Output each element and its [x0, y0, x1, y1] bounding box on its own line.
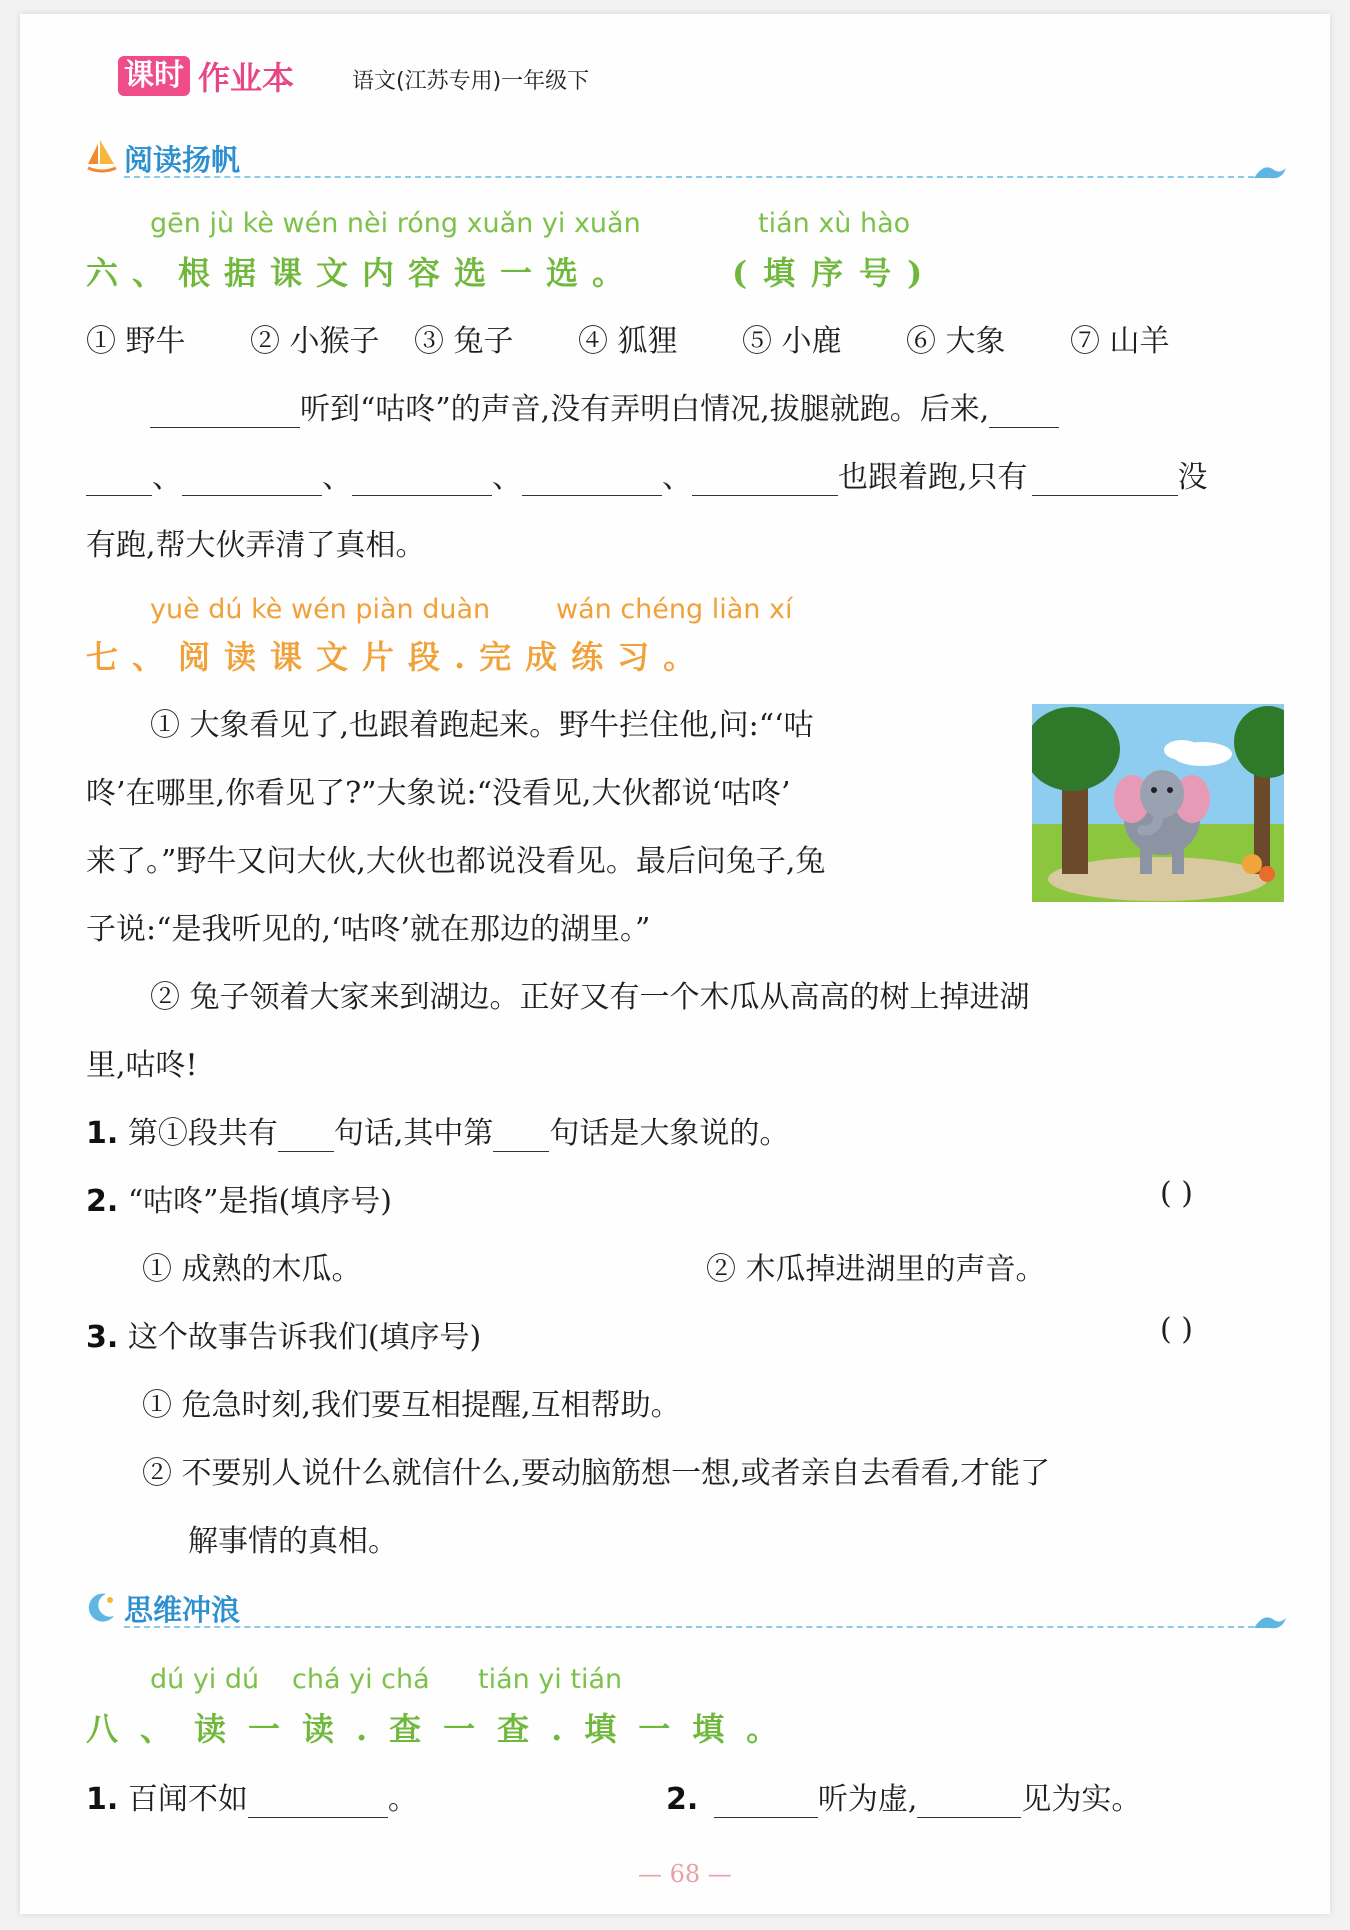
- workbook-page: [20, 14, 1330, 1914]
- passage-para1-line4: 子说:“是我听见的,‘咕咚’就在那边的湖里。”: [86, 912, 651, 947]
- q8-pinyin-b: chá yi chá: [292, 1664, 430, 1695]
- subq3-option1: ① 危急时刻,我们要互相提醒,互相帮助。: [142, 1388, 681, 1423]
- answer-blank[interactable]: [989, 391, 1059, 428]
- answer-blank[interactable]: [278, 1115, 334, 1152]
- passage-para1-line3: 来了。”野牛又问大伙,大伙也都说没看见。最后问兔子,兔: [86, 844, 826, 879]
- section-title-thinking: 思维冲浪: [124, 1593, 241, 1627]
- option-item: ⑦ 山羊: [1070, 324, 1170, 359]
- subq2-option1: ① 成熟的木瓜。: [142, 1252, 362, 1287]
- passage-para1-line2: 咚’在哪里,你看见了?”大象说:“没看见,大伙都说‘咕咚’: [86, 776, 791, 811]
- answer-blank[interactable]: [182, 459, 322, 496]
- section-divider: [124, 176, 1264, 178]
- answer-blank[interactable]: [522, 459, 662, 496]
- book-subtitle: 语文(江苏专用)一年级下: [352, 69, 590, 94]
- passage-para2-line1: ② 兔子领着大家来到湖边。正好又有一个木瓜从高高的树上掉进湖: [150, 980, 1030, 1015]
- moon-icon: [84, 1590, 118, 1624]
- answer-blank[interactable]: [493, 1115, 549, 1152]
- answer-blank[interactable]: [352, 459, 492, 496]
- section-title-reading: 阅读扬帆: [124, 143, 241, 177]
- brand-logo: [118, 54, 294, 98]
- q6-pinyin-hint: tián xù hào: [758, 208, 911, 239]
- answer-blank[interactable]: [1032, 459, 1178, 496]
- passage-para2-line2: 里,咕咚!: [86, 1048, 198, 1083]
- option-item: ③ 兔子: [414, 324, 514, 359]
- passage-para1-line1: ① 大象看见了,也跟着跑起来。野牛拦住他,问:“‘咕: [150, 708, 814, 743]
- q7-title: 七、阅读课文片段.完成练习。: [86, 638, 710, 676]
- subq3: 3. 这个故事告诉我们(填序号): [86, 1320, 482, 1355]
- q8-item1: 1. 百闻不如 。: [86, 1782, 418, 1817]
- logo-text: 作业本: [198, 59, 295, 97]
- q6-line2: 、 、 、 、 也跟着跑,只有 没: [86, 452, 1208, 496]
- wave-icon: [1252, 160, 1288, 182]
- subq2-option2: ② 木瓜掉进湖里的声音。: [706, 1252, 1046, 1287]
- answer-blank[interactable]: [86, 459, 152, 496]
- wave-icon: [1252, 1610, 1288, 1632]
- q6-line3: 有跑,帮大伙弄清了真相。: [86, 528, 426, 563]
- option-item: ① 野牛: [86, 324, 186, 359]
- q6-pinyin: gēn jù kè wén nèi róng xuǎn yi xuǎn: [150, 208, 641, 239]
- q6-title: 六、根据课文内容选一选。: [86, 254, 639, 292]
- subq3-option2-line1: ② 不要别人说什么就信什么,要动脑筋想一想,或者亲自去看看,才能了: [142, 1456, 1051, 1491]
- q6-title-hint: (填序号): [732, 254, 939, 292]
- subq1: 1. 第①段共有 句话,其中第 句话是大象说的。: [86, 1116, 790, 1151]
- option-item: ⑤ 小鹿: [742, 324, 842, 359]
- answer-blank[interactable]: [248, 1781, 388, 1818]
- page-number: — 68 —: [638, 1860, 732, 1888]
- subq3-option2-line2: 解事情的真相。: [188, 1524, 398, 1559]
- q7-pinyin: yuè dú kè wén piàn duàn: [150, 594, 491, 625]
- q6-line1: 听到“咕咚”的声音,没有弄明白情况,拔腿就跑。后来,: [150, 384, 1059, 428]
- answer-blank[interactable]: [917, 1781, 1021, 1818]
- answer-parens[interactable]: ( ): [1160, 1312, 1193, 1347]
- answer-blank[interactable]: [714, 1781, 818, 1818]
- q6-options: [86, 316, 1170, 360]
- elephant-illustration: [1032, 704, 1284, 902]
- option-item: ② 小猴子: [250, 324, 380, 359]
- option-item: ④ 狐狸: [578, 324, 678, 359]
- answer-parens[interactable]: ( ): [1160, 1176, 1193, 1211]
- q8-item2: 2. 听为虚, 见为实。: [666, 1782, 1142, 1817]
- logo-box: 课时: [118, 56, 190, 96]
- option-item: ⑥ 大象: [906, 324, 1006, 359]
- q8-pinyin-a: dú yi dú: [150, 1664, 260, 1695]
- subq2: 2. “咕咚”是指(填序号): [86, 1184, 392, 1219]
- answer-blank[interactable]: [150, 391, 300, 428]
- answer-blank[interactable]: [692, 459, 838, 496]
- sailboat-icon: [86, 138, 118, 174]
- q7-pinyin-b: wán chéng liàn xí: [556, 594, 793, 625]
- q8-pinyin-c: tián yi tián: [478, 1664, 623, 1695]
- section-divider: [124, 1626, 1264, 1628]
- q8-title: 八、读一读.查一查.填一填。: [86, 1710, 801, 1748]
